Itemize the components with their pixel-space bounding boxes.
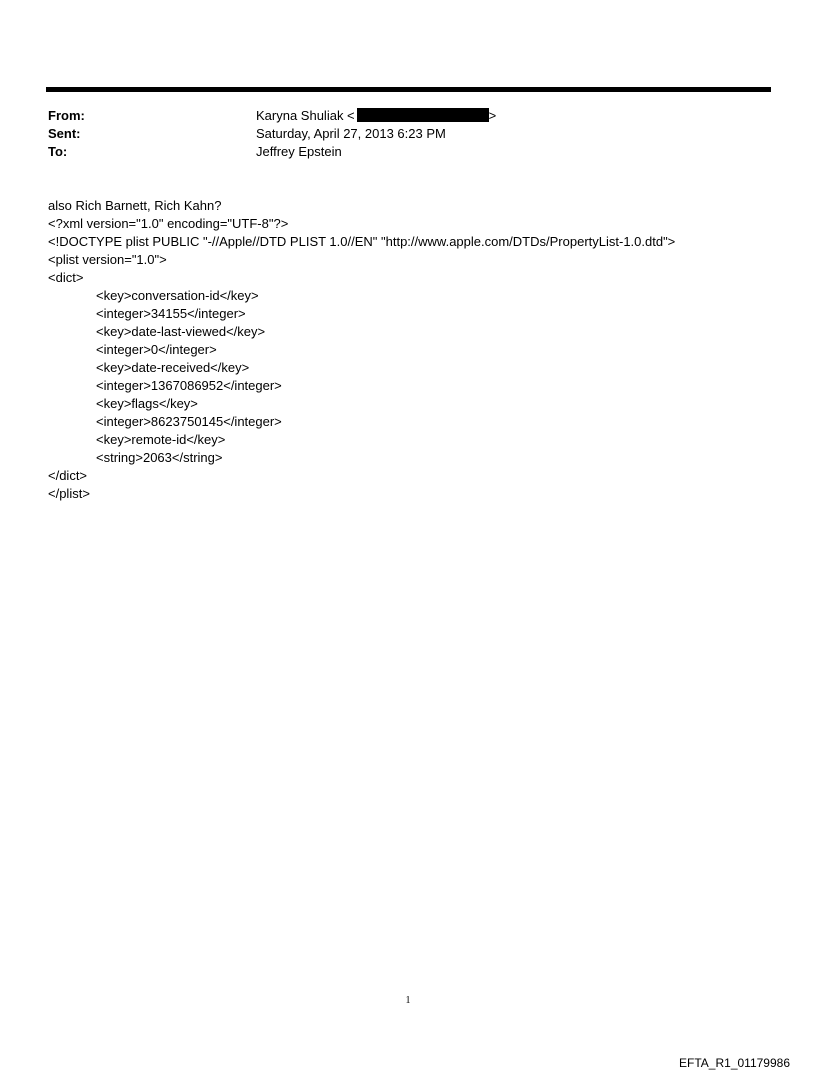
to-label: To: [48,144,68,159]
bates-number: EFTA_R1_01179986 [679,1056,790,1070]
sent-row [48,125,748,143]
body-line: <key>conversation-id</key> [96,288,259,303]
page-number: 1 [405,995,411,1006]
body-line: <string>2063</string> [96,450,223,465]
body-line: <integer>1367086952</integer> [96,378,282,393]
body-line: also Rich Barnett, Rich Kahn? [48,198,222,213]
sent-value: Saturday, April 27, 2013 6:23 PM [256,126,446,141]
body-line: <integer>0</integer> [96,342,217,357]
sent-label: Sent: [48,126,81,141]
body-line: </dict> [48,468,88,483]
body-line: <!DOCTYPE plist PUBLIC "-//Apple//DTD PLIST 1.0//EN" "http://www.apple.com/DTDs/PropertyList-1.0.dtd"> [48,234,676,249]
email-body [48,197,768,503]
body-line: </plist> [48,486,90,501]
body-line: <?xml version="1.0" encoding="UTF-8"?> [48,216,289,231]
from-row [48,107,748,125]
from-name: Karyna Shuliak < [256,108,355,123]
body-line: <plist version="1.0"> [48,252,167,267]
body-line: <key>remote-id</key> [96,432,226,447]
body-line: <key>date-received</key> [96,360,250,375]
email-header [48,107,748,161]
from-email-end: > [488,108,497,123]
body-line: <integer>34155</integer> [96,306,246,321]
redacted-email-block [357,108,489,122]
from-value [256,107,496,125]
body-line: <key>date-last-viewed</key> [96,324,266,339]
from-label: From: [48,108,85,123]
to-value: Jeffrey Epstein [256,144,342,159]
body-line: <integer>8623750145</integer> [96,414,282,429]
body-line: <dict> [48,270,84,285]
header-divider-rule [46,87,771,92]
body-line: <key>flags</key> [96,396,198,411]
to-row [48,143,748,161]
